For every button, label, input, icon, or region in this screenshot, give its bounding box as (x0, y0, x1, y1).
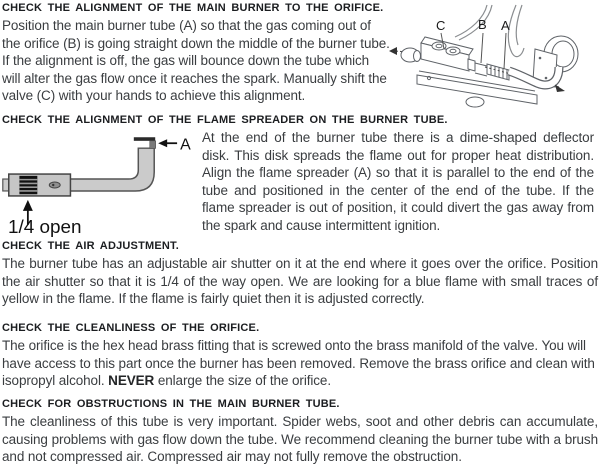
tube-edge (475, 73, 487, 76)
section-body (2, 337, 598, 390)
never-emphasis: NEVER (108, 373, 155, 388)
section-body: At the end of the burner tube there is a dime-shaped deflector disk. This disk spreads the flame out for proper heat distribution. Align the flame spreader (A) so that it is parallel to the end of the tube and positioned in the center of the end of the tube. If the flame spreader is out of position, it could divert the gas away from the spark and cause intermittent ignition. (202, 130, 594, 233)
spreader-stem (150, 141, 156, 149)
air-shutter-chamber (9, 174, 71, 196)
section-heading: CHECK FOR OBSTRUCTIONS IN THE MAIN BURNER TUBE. (2, 398, 340, 410)
section-heading: CHECK THE AIR ADJUSTMENT. (2, 240, 180, 252)
section-heading: CHECK THE ALIGNMENT OF THE MAIN BURNER TO THE ORIFICE. (2, 2, 384, 14)
section-content-row (2, 129, 598, 241)
section-heading: CHECK THE CLEANLINESS OF THE ORIFICE. (2, 322, 260, 334)
arrow-left-icon (389, 47, 397, 55)
label-b: B (478, 17, 487, 32)
valve-assembly-diagram (389, 4, 597, 114)
plate-screw (545, 77, 548, 80)
body-text: The orifice is the hex head brass fitting that is screwed onto the brass manifold of the valve. You will have access to this part once the burner has been removed. Remove the brass orifice and clean with isopropyl alcohol. (2, 338, 595, 388)
arrow-up-icon (23, 200, 33, 211)
wire-line (516, 5, 522, 45)
venturi-coil (487, 64, 509, 80)
burner-tube (70, 148, 155, 191)
burner-tube-diagram (2, 129, 196, 241)
shutter-screw (49, 182, 60, 188)
arrow-right-icon (555, 85, 565, 93)
orifice-fitting (468, 59, 475, 71)
valve-port (446, 47, 460, 55)
orifice-end (3, 179, 9, 191)
label-a: A (180, 136, 191, 154)
bracket-tab (466, 97, 484, 107)
section-air-adjustment (2, 240, 598, 308)
plate-screw (539, 57, 542, 60)
leader-line-b (481, 33, 483, 63)
section-body: The cleanliness of this tube is very important. Spider webs, soot and other debris can accumulate, causing problems with gas flow down the tube. We recommend cleaning the burner tube with a brush and not compressed air. Compressed air may not fully remove the obstruction. (2, 414, 598, 464)
wire-line (459, 5, 492, 40)
valve-knob-cap (414, 51, 421, 62)
section-body: The burner tube has an adjustable air shutter on it at the end where it goes over the orifice. Position the air shutter so that it is 1/4 of the way open. We are looking for a blue flame with small traces of yellow in the flame. If the flame is fairly quiet then it is adjusted correctly. (2, 256, 598, 306)
arrow-left-icon (158, 139, 167, 147)
label-a: A (501, 18, 510, 33)
section-body: Position the main burner tube (A) so that the gas coming out of the orifice (B) is going straight down the middle of the burner tube. If the alignment is off, the gas will bounce down the tube which will alter the gas flow once it reaches the spark. Manually shift the valve (C) with your hands to achieve this alignment. (2, 18, 390, 103)
section-orifice-cleanliness (2, 322, 598, 390)
section-tube-obstructions (2, 398, 598, 466)
section-heading: CHECK THE ALIGNMENT OF THE FLAME SPREADER ON THE BURNER TUBE. (2, 114, 448, 126)
flame-spreader-disk (134, 137, 155, 141)
label-c: C (436, 18, 446, 33)
shutter-screw-dot (52, 184, 54, 186)
tube-edge (475, 63, 487, 66)
section-flame-spreader-alignment (2, 114, 598, 241)
body-text: enlarge the size of the orifice. (154, 373, 331, 388)
shutter-caption: 1/4 open (7, 216, 82, 238)
leader-line-a (504, 33, 506, 69)
